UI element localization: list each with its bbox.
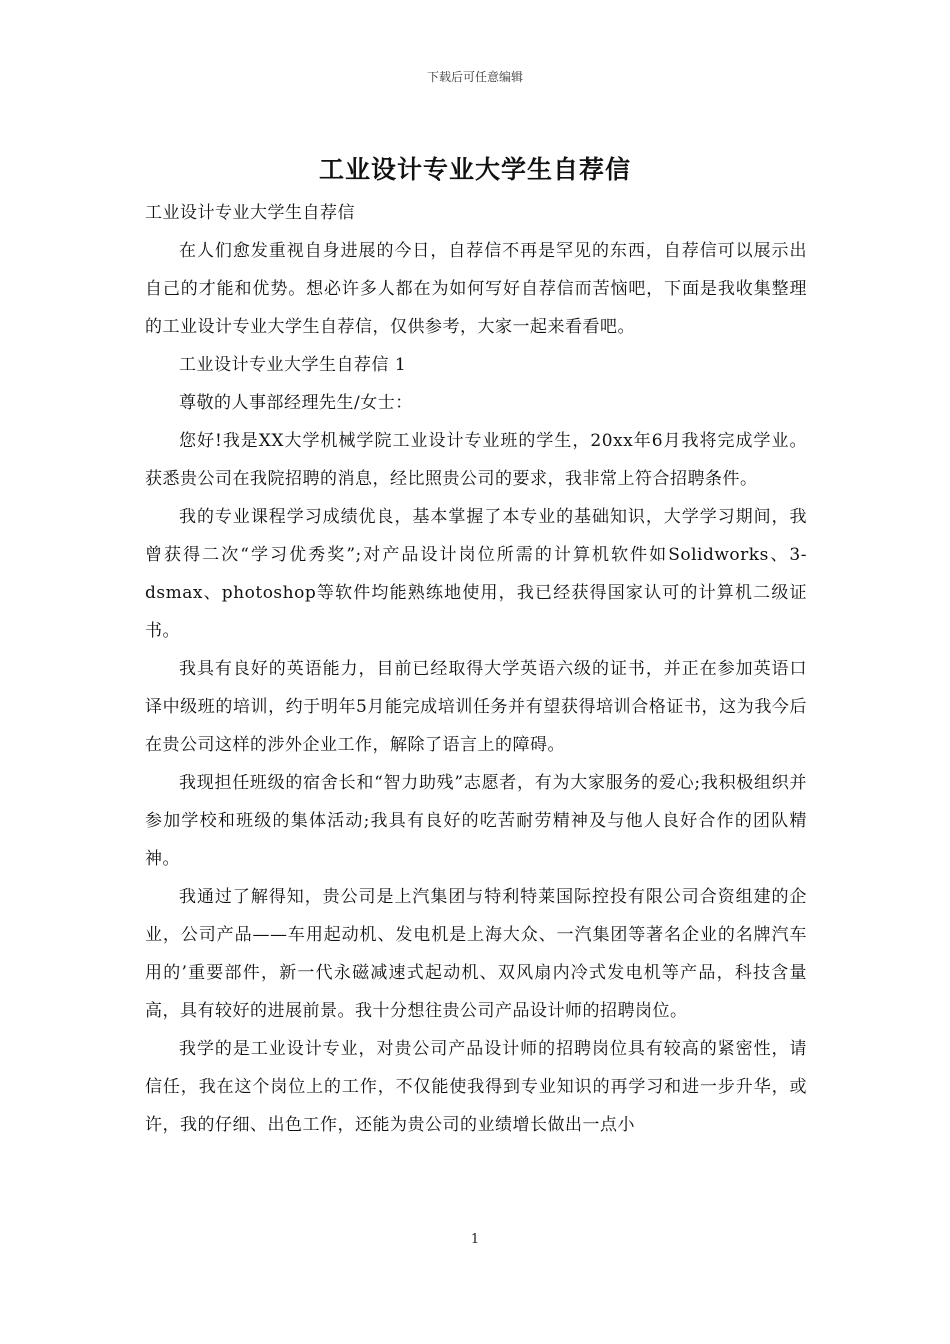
subtitle-paragraph: 工业设计专业大学生自荐信	[145, 203, 355, 223]
body-paragraph: 我学的是工业设计专业，对贵公司产品设计师的招聘岗位具有较高的紧密性，请信任，我在这个岗位上的工作，不仅能使我得到专业知识的再学习和进一步升华，或许，我的仔细、出色工作，还能为贵公司的业绩增长做出一点小	[145, 1039, 807, 1135]
salutation: 尊敬的人事部经理先生/女士：	[179, 393, 413, 413]
body-paragraph: 我的专业课程学习成绩优良，基本掌握了本专业的基础知识，大学学习期间，我曾获得二次“学习优秀奖”;对产品设计岗位所需的计算机软件如Solidworks、3-dsmax、photoshop等软件均能熟练地使用，我已经获得国家认可的计算机二级证书。	[145, 507, 807, 641]
section-heading: 工业设计专业大学生自荐信 1	[179, 355, 407, 375]
page-number: 1	[470, 1232, 480, 1247]
body-paragraph: 我现担任班级的宿舍长和“智力助残”志愿者，有为大家服务的爱心;我积极组织并参加学校和班级的集体活动;我具有良好的吃苦耐劳精神及与他人良好合作的团队精神。	[145, 773, 807, 869]
body-paragraph: 我通过了解得知，贵公司是上汽集团与特利特莱国际控投有限公司合资组建的企业，公司产品——车用起动机、发电机是上海大众、一汽集团等著名企业的名牌汽车用的’重要部件，新一代永磁减速式起动机、双风扇内冷式发电机等产品，科技含量高，具有较好的进展前景。我十分想往贵公司产品设计师的招聘岗位。	[145, 887, 807, 1021]
document-body	[145, 194, 807, 1144]
intro-paragraph: 在人们愈发重视自身进展的今日，自荐信不再是罕见的东西，自荐信可以展示出自己的才能和优势。想必许多人都在为如何写好自荐信而苦恼吧，下面是我收集整理的工业设计专业大学生自荐信，仅供参考，大家一起来看看吧。	[145, 241, 807, 337]
body-paragraph: 您好!我是XX大学机械学院工业设计专业班的学生，20xx年6月我将完成学业。获悉贵公司在我院招聘的消息，经比照贵公司的要求，我非常上符合招聘条件。	[145, 431, 807, 489]
body-paragraph: 我具有良好的英语能力，目前已经取得大学英语六级的证书，并正在参加英语口译中级班的培训，约于明年5月能完成培训任务并有望获得培训合格证书，这为我今后在贵公司这样的涉外企业工作，解除了语言上的障碍。	[145, 659, 807, 755]
header-note: 下载后可任意编辑	[426, 70, 523, 84]
document-title: 工业设计专业大学生自荐信	[318, 155, 631, 184]
